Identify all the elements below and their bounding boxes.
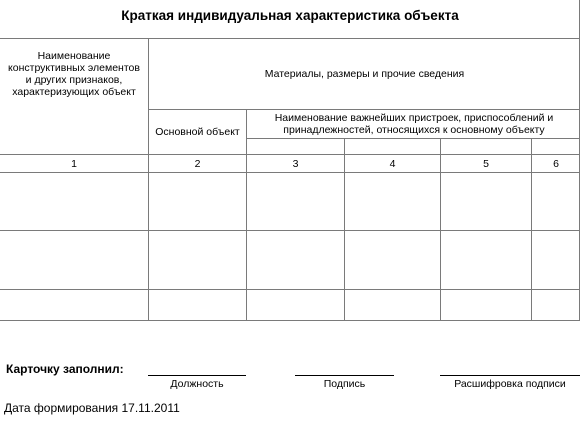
table-cell <box>345 290 440 320</box>
table-cell <box>247 290 344 320</box>
table-cell <box>345 231 440 289</box>
table-cell <box>441 173 531 230</box>
table-cell <box>532 231 580 289</box>
table-cell <box>149 231 246 289</box>
table-cell <box>149 290 246 320</box>
header-element-name: Наименование конструктивных элементов и других признаков, характеризующих объект <box>8 50 140 98</box>
position-caption: Должность <box>170 378 224 390</box>
table-cell <box>247 231 344 289</box>
formation-date: Дата формирования 17.11.2011 <box>4 401 180 415</box>
column-number: 1 <box>71 157 77 170</box>
table-cell <box>247 173 344 230</box>
table-cell <box>441 231 531 289</box>
signature-caption: Подпись <box>323 378 366 390</box>
column-number: 4 <box>389 157 396 170</box>
filled-by-label: Карточку заполнил: <box>6 362 124 376</box>
table-cell <box>0 173 148 230</box>
position-line <box>148 375 246 376</box>
table-cell <box>0 290 148 320</box>
decoding-caption: Расшифровка подписи <box>454 378 566 390</box>
column-number: 6 <box>553 157 559 170</box>
table-cell <box>345 173 440 230</box>
grid-line <box>0 320 580 321</box>
column-number: 5 <box>483 157 489 170</box>
header-main-object: Основной объект <box>155 126 240 138</box>
header-auxiliary: Наименование важнейших пристроек, приспособлений и принадлежностей, относящихся к основному объекту <box>274 112 554 136</box>
grid-line <box>246 138 580 139</box>
signature-line <box>295 375 394 376</box>
column-number: 3 <box>292 157 299 170</box>
table-cell <box>0 231 148 289</box>
table-cell <box>149 173 246 230</box>
table-cell <box>532 173 580 230</box>
table-cell <box>441 290 531 320</box>
column-number: 2 <box>194 157 201 170</box>
table-cell <box>532 290 580 320</box>
decoding-line <box>440 375 580 376</box>
page-title: Краткая индивидуальная характеристика объекта <box>121 8 459 23</box>
header-materials: Материалы, размеры и прочие сведения <box>264 68 465 80</box>
